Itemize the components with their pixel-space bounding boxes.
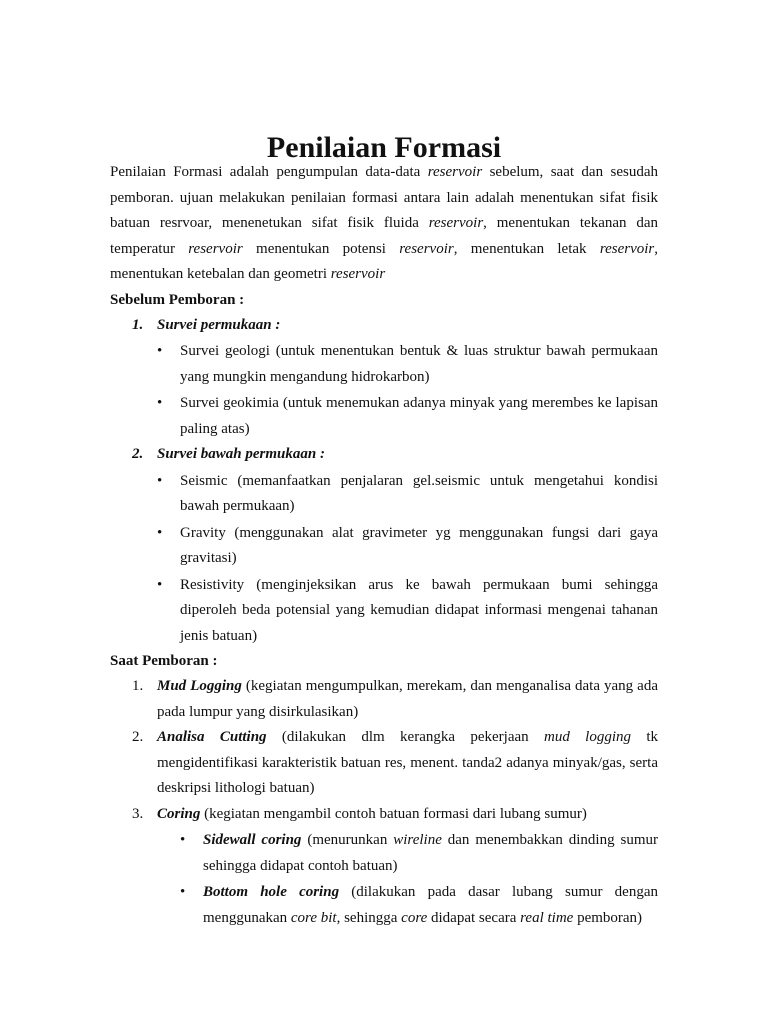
section-heading-saat: Saat Pemboran : xyxy=(110,653,218,669)
list-item-mud-logging xyxy=(110,674,658,725)
intro-text: , menentukan ketebalan dan geometri xyxy=(110,240,659,282)
bullet-item xyxy=(110,521,658,572)
intro-text: menentukan potensi xyxy=(242,240,400,257)
bullet-item-bottom-hole-coring xyxy=(110,880,658,931)
bullet-item-sidewall-coring xyxy=(110,828,658,879)
intro-text: , menentukan letak xyxy=(453,240,600,257)
intro-text: Penilaian Formasi adalah pengumpulan data-data xyxy=(110,164,428,180)
section-heading-sebelum: Sebelum Pemboran : xyxy=(110,291,245,308)
bullet-item xyxy=(110,391,658,442)
bullet-text: Resistivity (menginjeksikan arus ke bawah permukaan bumi sehingga diperoleh beda potensial yang kemudian didapat informasi mengenai tahanan jenis batuan) xyxy=(180,576,658,644)
list-italic: mud logging xyxy=(543,729,631,745)
bullet-label: Sidewall coring xyxy=(203,832,302,848)
bullet-text: Gravity (menggunakan alat gravimeter yg menggunakan fungsi dari gaya gravitasi) xyxy=(180,524,658,566)
list-text: tk mengidentifikasi karakteristik batuan res, menent. tanda2 adanya minyak/gas, serta deskripsi lithologi batuan) xyxy=(157,729,659,796)
bullet-text: Seismic (memanfaatkan penjalaran gel.seismic untuk mengetahui kondisi bawah permukaan) xyxy=(180,472,658,514)
list-item-coring xyxy=(110,802,658,828)
bullet-icon: • xyxy=(157,343,163,359)
list-number: 1. xyxy=(132,678,144,694)
bullet-icon: • xyxy=(180,884,186,900)
page-title: Penilaian Formasi xyxy=(266,131,502,164)
intro-paragraph xyxy=(110,160,658,288)
intro-italic: reservoir xyxy=(399,240,454,257)
bullet-text: , sehingga xyxy=(336,909,402,926)
list-text: (dilakukan dlm kerangka pekerjaan xyxy=(266,729,544,745)
list-text: (kegiatan mengumpulkan, merekam, dan menganalisa data yang ada pada lumpur yang disirkulasikan) xyxy=(157,678,658,720)
intro-italic: reservoir xyxy=(330,266,386,282)
list-item-analisa-cutting xyxy=(110,725,658,802)
bullet-italic: real time xyxy=(520,909,574,926)
intro-italic: reservoir xyxy=(188,240,243,257)
bullet-text: (dilakukan pada dasar lubang sumur dengan menggunakan xyxy=(203,884,658,926)
intro-italic: reservoir xyxy=(427,164,483,180)
intro-text: sebelum, saat dan sesudah pemboran. ujuan melakukan penilaian formasi antara lain adalah menentukan sifat fisik batuan resrvoar, menenetukan sifat fisik fluida xyxy=(110,164,658,231)
bullet-item xyxy=(110,469,658,520)
bullet-icon: • xyxy=(157,395,163,411)
bullet-icon: • xyxy=(157,576,163,593)
list-text: (kegiatan mengambil contoh batuan formasi dari lubang sumur) xyxy=(200,805,587,822)
list-label: Survei bawah permukaan : xyxy=(157,446,325,462)
list-label: Coring xyxy=(157,805,201,822)
intro-italic: reservoir xyxy=(428,215,484,231)
bullet-text: dan menembakkan dinding sumur sehingga didapat contoh batuan) xyxy=(203,832,658,874)
bullet-icon: • xyxy=(180,832,186,848)
list-label: Analisa Cutting xyxy=(157,729,267,745)
list-number: 2. xyxy=(132,729,144,745)
list-item-survei-permukaan xyxy=(110,313,658,339)
bullet-item xyxy=(110,573,658,650)
list-item-survei-bawah-permukaan xyxy=(110,442,658,468)
bullet-text: Survei geologi (untuk menentukan bentuk & luas struktur bawah permukaan yang mungkin mengandung hidrokarbon) xyxy=(180,343,658,385)
list-label: Mud Logging xyxy=(157,678,242,694)
intro-italic: reservoir xyxy=(599,240,655,257)
bullet-text: didapat secara xyxy=(427,909,521,926)
list-number: 1. xyxy=(132,316,144,333)
list-number: 2. xyxy=(132,446,144,462)
bullet-label: Bottom hole coring xyxy=(203,884,340,900)
bullet-italic: core xyxy=(401,909,428,926)
bullet-italic: core bit xyxy=(290,909,337,926)
bullet-italic: wireline xyxy=(393,832,442,848)
bullet-item xyxy=(110,339,658,390)
bullet-icon: • xyxy=(157,472,163,489)
bullet-text: (menurunkan xyxy=(301,832,394,848)
bullet-icon: • xyxy=(157,524,163,541)
bullet-text: Survei geokimia (untuk menemukan adanya minyak yang merembes ke lapisan paling atas) xyxy=(180,395,658,437)
intro-text: , menentukan tekanan dan temperatur xyxy=(110,215,659,257)
bullet-text: pemboran) xyxy=(573,909,643,926)
list-number: 3. xyxy=(132,805,144,822)
list-label: Survei permukaan : xyxy=(157,316,281,333)
